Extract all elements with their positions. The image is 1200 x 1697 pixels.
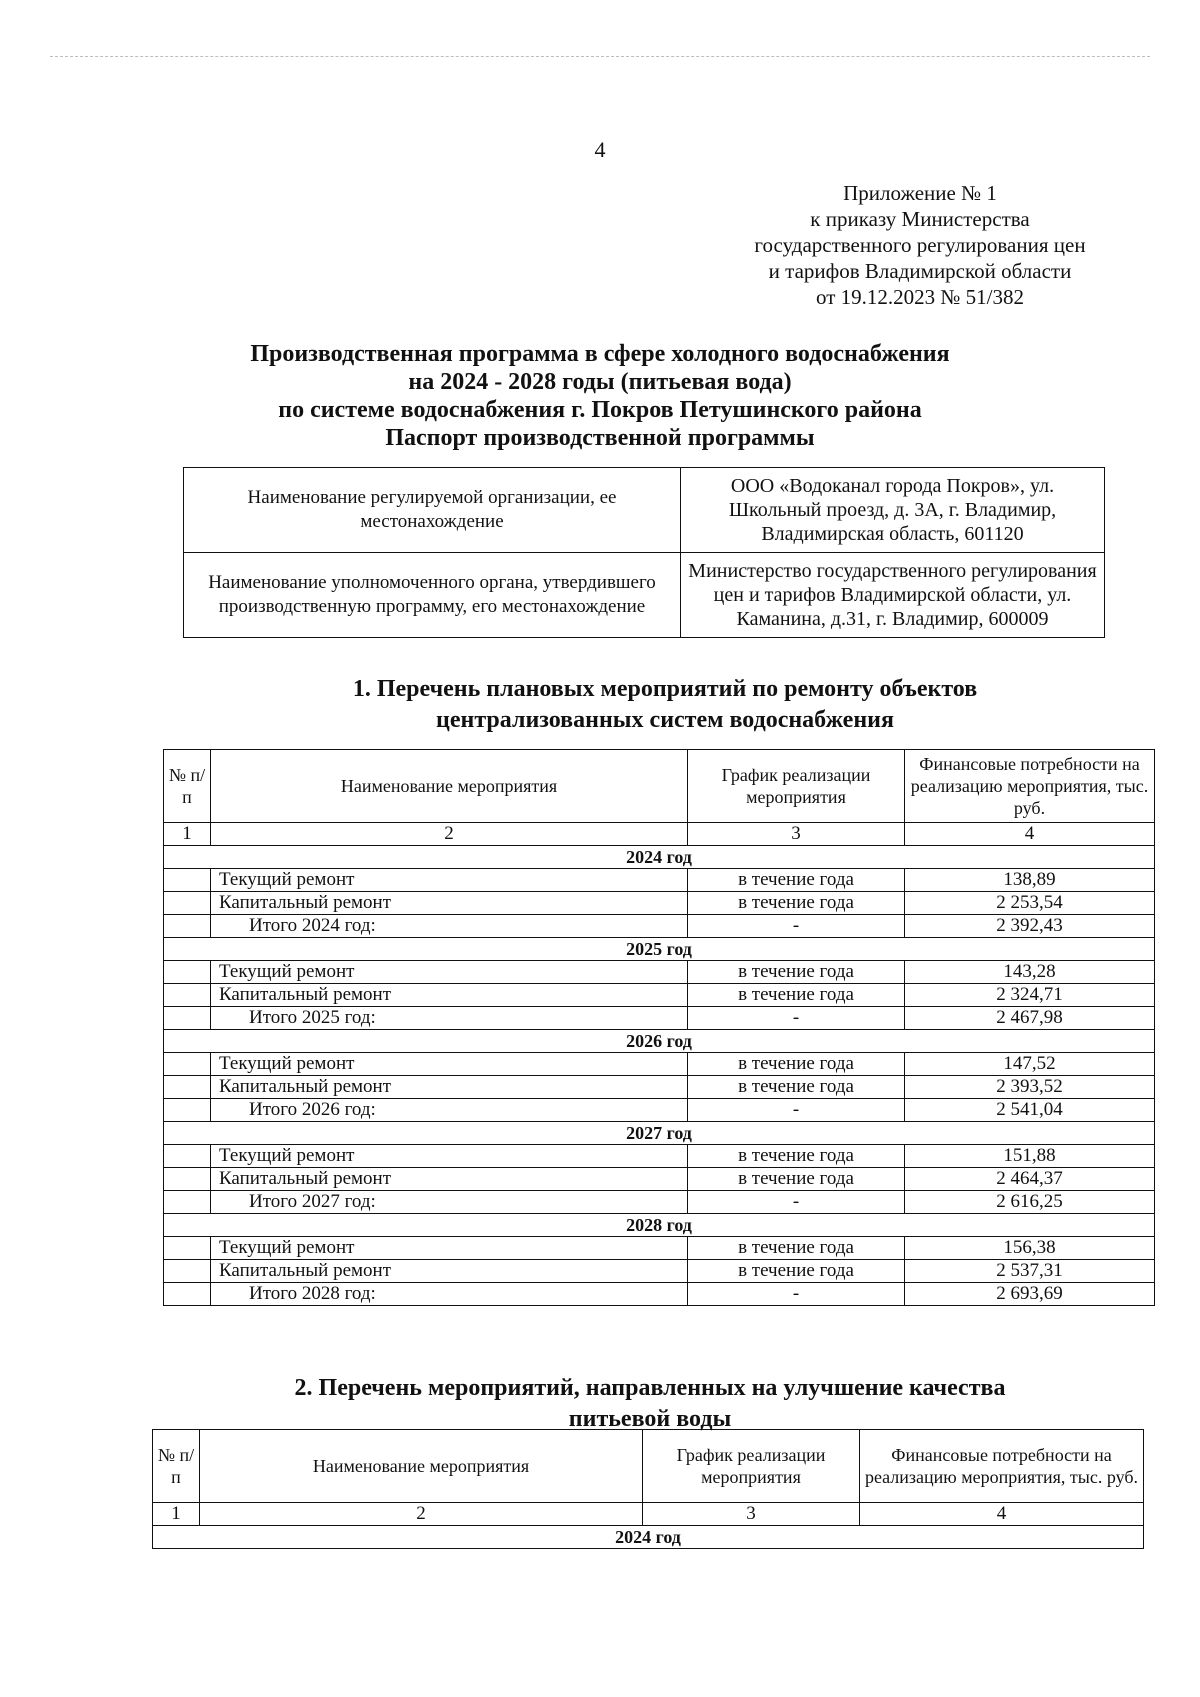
passport-label: Наименование регулируемой организации, ее местонахождение	[184, 468, 681, 553]
passport-row	[184, 553, 1105, 638]
title-line: Производственная программа в сфере холодного водоснабжения	[250, 341, 950, 367]
event-schedule: -	[688, 1191, 905, 1214]
column-number: 3	[688, 823, 905, 846]
column-number: 2	[211, 823, 688, 846]
event-amount: 2 541,04	[905, 1099, 1155, 1122]
column-number-row	[153, 1503, 1144, 1526]
appendix-line: государственного регулирования цен	[754, 233, 1086, 257]
year-row	[164, 1214, 1155, 1237]
appendix-line: Приложение № 1	[843, 181, 997, 205]
event-name: Текущий ремонт	[211, 1053, 688, 1076]
passport-row	[184, 468, 1105, 553]
event-schedule: -	[688, 1007, 905, 1030]
event-amount: 143,28	[905, 961, 1155, 984]
event-amount: 138,89	[905, 869, 1155, 892]
event-name: Текущий ремонт	[211, 1145, 688, 1168]
event-amount: 2 392,43	[905, 915, 1155, 938]
year-label: 2024 год	[153, 1526, 1144, 1549]
row-number-cell	[164, 1191, 211, 1214]
row-number-cell	[164, 1007, 211, 1030]
quality-events-table	[152, 1429, 1144, 1549]
year-row	[164, 846, 1155, 869]
event-schedule: в течение года	[688, 1260, 905, 1283]
total-row	[164, 1099, 1155, 1122]
table-row	[164, 984, 1155, 1007]
event-amount: 2 253,54	[905, 892, 1155, 915]
year-label: 2028 год	[164, 1214, 1155, 1237]
column-number: 1	[164, 823, 211, 846]
total-row	[164, 1283, 1155, 1306]
header-number: № п/п	[164, 750, 211, 823]
event-schedule: в течение года	[688, 1076, 905, 1099]
passport-label: Наименование уполномоченного органа, утвердившего производственную программу, его местонахождение	[184, 553, 681, 638]
event-schedule: в течение года	[688, 892, 905, 915]
event-amount: 2 467,98	[905, 1007, 1155, 1030]
passport-table	[183, 467, 1105, 638]
year-row	[164, 938, 1155, 961]
header-name: Наименование мероприятия	[211, 750, 688, 823]
appendix-line: к приказу Министерства	[810, 207, 1030, 231]
row-number-cell	[164, 892, 211, 915]
section1-title-line: централизованных систем водоснабжения	[436, 707, 894, 733]
event-schedule: -	[688, 915, 905, 938]
section2-title	[200, 1373, 1100, 1435]
column-number-row	[164, 823, 1155, 846]
event-amount: 2 616,25	[905, 1191, 1155, 1214]
column-number: 4	[905, 823, 1155, 846]
row-number-cell	[164, 961, 211, 984]
event-amount: 156,38	[905, 1237, 1155, 1260]
year-label: 2025 год	[164, 938, 1155, 961]
row-number-cell	[164, 1260, 211, 1283]
table-row	[164, 1076, 1155, 1099]
column-number: 2	[200, 1503, 643, 1526]
repair-events-body	[164, 750, 1155, 1306]
year-label: 2027 год	[164, 1122, 1155, 1145]
document-title	[160, 340, 1040, 452]
appendix-line: и тарифов Владимирской области	[768, 259, 1072, 283]
event-schedule: -	[688, 1283, 905, 1306]
year-row	[164, 1030, 1155, 1053]
passport-value: ООО «Водоканал города Покров», ул. Школьный проезд, д. 3А, г. Владимир, Владимирская область, 601120	[681, 468, 1105, 553]
table-row	[164, 1260, 1155, 1283]
table-row	[164, 1168, 1155, 1191]
row-number-cell	[164, 1076, 211, 1099]
event-schedule: в течение года	[688, 984, 905, 1007]
event-name: Итого 2027 год:	[211, 1191, 688, 1214]
event-name: Текущий ремонт	[211, 1237, 688, 1260]
event-amount: 2 537,31	[905, 1260, 1155, 1283]
event-amount: 2 324,71	[905, 984, 1155, 1007]
year-label: 2024 год	[164, 846, 1155, 869]
page-number: 4	[594, 137, 606, 162]
title-line: на 2024 - 2028 годы (питьевая вода)	[408, 369, 792, 395]
event-name: Итого 2025 год:	[211, 1007, 688, 1030]
column-number: 3	[643, 1503, 860, 1526]
row-number-cell	[164, 1145, 211, 1168]
appendix-line: от 19.12.2023 № 51/382	[815, 285, 1025, 309]
row-number-cell	[164, 1053, 211, 1076]
year-row	[153, 1526, 1144, 1549]
event-name: Капитальный ремонт	[211, 1076, 688, 1099]
row-number-cell	[164, 1168, 211, 1191]
table-header-row	[153, 1430, 1144, 1503]
header-finance: Финансовые потребности на реализацию мероприятия, тыс. руб.	[860, 1430, 1144, 1503]
section2-title-line: 2. Перечень мероприятий, направленных на улучшение качества	[294, 1375, 1006, 1401]
event-schedule: -	[688, 1099, 905, 1122]
column-number: 4	[860, 1503, 1144, 1526]
event-name: Капитальный ремонт	[211, 984, 688, 1007]
event-amount: 147,52	[905, 1053, 1155, 1076]
row-number-cell	[164, 1099, 211, 1122]
header-finance: Финансовые потребности на реализацию мероприятия, тыс. руб.	[905, 750, 1155, 823]
total-row	[164, 1007, 1155, 1030]
repair-events-table	[163, 749, 1155, 1306]
total-row	[164, 1191, 1155, 1214]
event-name: Текущий ремонт	[211, 869, 688, 892]
total-row	[164, 915, 1155, 938]
event-schedule: в течение года	[688, 961, 905, 984]
event-amount: 2 693,69	[905, 1283, 1155, 1306]
row-number-cell	[164, 915, 211, 938]
header-schedule: График реализации мероприятия	[643, 1430, 860, 1503]
year-label: 2026 год	[164, 1030, 1155, 1053]
event-name: Капитальный ремонт	[211, 1260, 688, 1283]
event-name: Итого 2024 год:	[211, 915, 688, 938]
column-number: 1	[153, 1503, 200, 1526]
event-schedule: в течение года	[688, 869, 905, 892]
year-row	[164, 1122, 1155, 1145]
event-name: Итого 2028 год:	[211, 1283, 688, 1306]
table-row	[164, 1053, 1155, 1076]
row-number-cell	[164, 1283, 211, 1306]
event-name: Итого 2026 год:	[211, 1099, 688, 1122]
title-line: по системе водоснабжения г. Покров Петушинского района	[278, 397, 922, 423]
table-header-row	[164, 750, 1155, 823]
table-row	[164, 1237, 1155, 1260]
event-schedule: в течение года	[688, 1237, 905, 1260]
event-amount: 151,88	[905, 1145, 1155, 1168]
event-amount: 2 464,37	[905, 1168, 1155, 1191]
appendix-reference	[700, 180, 1140, 310]
row-number-cell	[164, 869, 211, 892]
table-row	[164, 892, 1155, 915]
table-row	[164, 869, 1155, 892]
event-schedule: в течение года	[688, 1053, 905, 1076]
event-name: Капитальный ремонт	[211, 892, 688, 915]
table-row	[164, 1145, 1155, 1168]
header-number: № п/п	[153, 1430, 200, 1503]
header-schedule: График реализации мероприятия	[688, 750, 905, 823]
passport-value: Министерство государственного регулирования цен и тарифов Владимирской области, ул. Каманина, д.31, г. Владимир, 600009	[681, 553, 1105, 638]
event-amount: 2 393,52	[905, 1076, 1155, 1099]
title-line: Паспорт производственной программы	[385, 425, 815, 451]
section2-title-line: питьевой воды	[568, 1406, 732, 1432]
table-row	[164, 961, 1155, 984]
event-name: Капитальный ремонт	[211, 1168, 688, 1191]
event-name: Текущий ремонт	[211, 961, 688, 984]
section1-title-line: 1. Перечень плановых мероприятий по ремонту объектов	[352, 676, 978, 702]
row-number-cell	[164, 1237, 211, 1260]
event-schedule: в течение года	[688, 1145, 905, 1168]
header-name: Наименование мероприятия	[200, 1430, 643, 1503]
row-number-cell	[164, 984, 211, 1007]
scan-artifact-line	[50, 56, 1150, 57]
section1-title	[250, 674, 1080, 736]
event-schedule: в течение года	[688, 1168, 905, 1191]
